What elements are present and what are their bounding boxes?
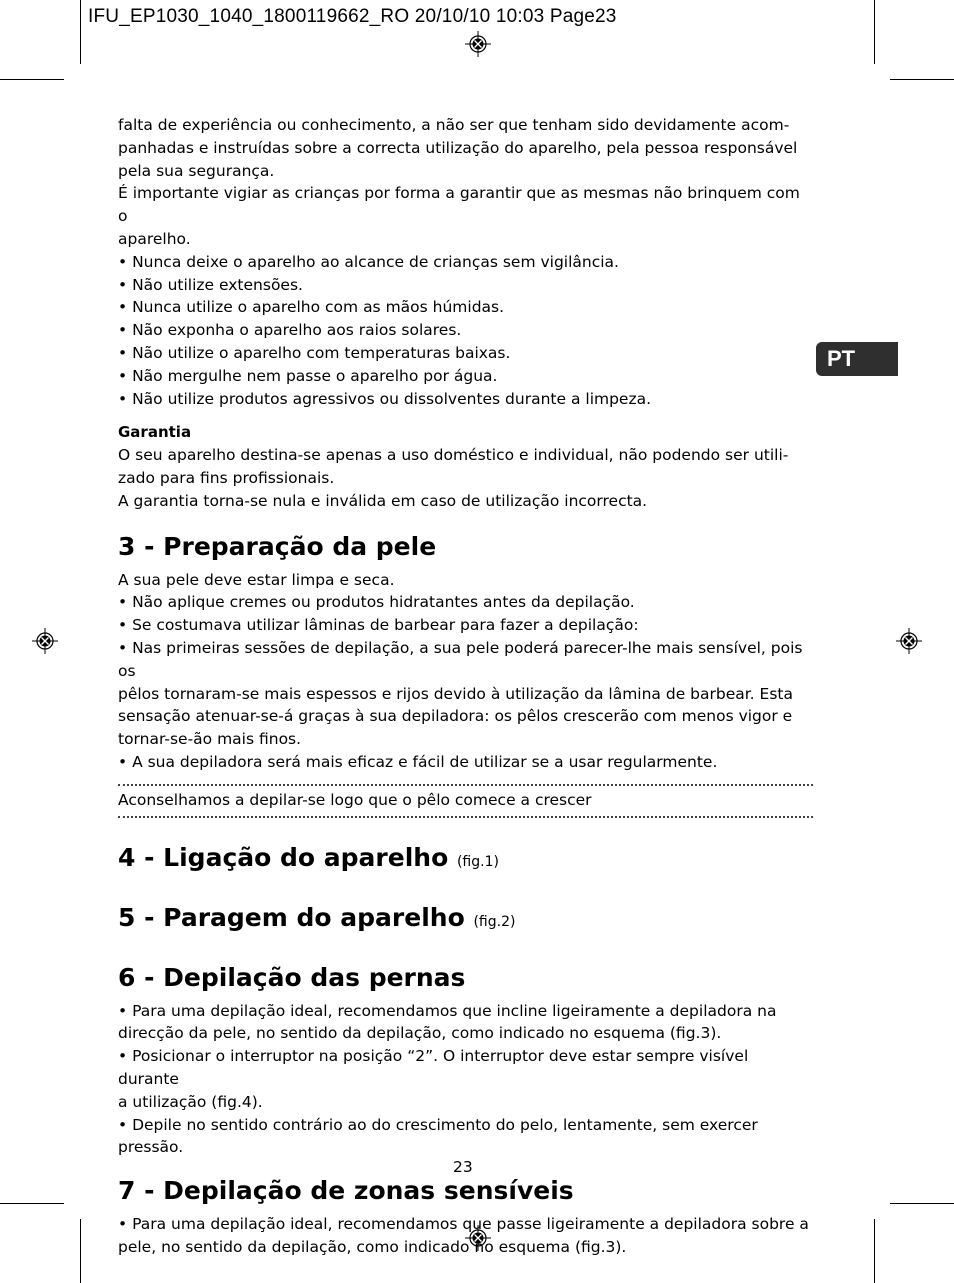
list-item: • A sua depiladora será mais eficaz e fácil de utilizar se a usar regularmente. (118, 752, 718, 771)
warranty-title: Garantia (118, 423, 192, 442)
section-title: 5 - Paragem do aparelho (118, 902, 465, 932)
section-heading: 7 - Depilação de zonas sensíveis (118, 1176, 574, 1206)
body-text: pêlos tornaram-se mais espessos e rijos devido à utilização da lâmina de barbear. Esta (118, 684, 793, 703)
list-item: • Se costumava utilizar lâminas de barbear para fazer a depilação: (118, 616, 639, 635)
page-content (118, 114, 813, 1259)
body-text: a utilização (fig.4). (118, 1092, 263, 1111)
body-text: pela sua segurança. (118, 161, 275, 180)
list-item: • Para uma depilação ideal, recomendamos que passe ligeiramente a depiladora sobre a (118, 1215, 809, 1234)
registration-mark-icon (32, 628, 58, 654)
body-text: falta de experiência ou conhecimento, a não ser que tenham sido devidamente acom- (118, 116, 790, 134)
body-text: tornar-se-ão mais finos. (118, 730, 302, 749)
list-item: • Não utilize produtos agressivos ou dissolventes durante a limpeza. (118, 389, 652, 408)
body-text: direcção da pele, no sentido da depilação, como indicado no esquema (fig.3). (118, 1024, 722, 1043)
registration-mark-icon (896, 628, 922, 654)
body-text: zado para fins profissionais. (118, 468, 335, 487)
figure-reference: (fig.1) (456, 853, 499, 870)
body-text: O seu aparelho destina-se apenas a uso doméstico e individual, não podendo ser utili- (118, 446, 789, 465)
list-item: • Nunca deixe o aparelho ao alcance de crianças sem vigilância. (118, 252, 619, 271)
section-title: 4 - Ligação do aparelho (118, 842, 449, 872)
crop-mark (0, 79, 64, 80)
section-heading (118, 842, 813, 878)
body-text: panhadas e instruídas sobre a correcta utilização do aparelho, pela pessoa responsável (118, 138, 798, 157)
section-heading (118, 902, 813, 938)
tip-text: Aconselhamos a depilar-se logo que o pêlo comece a crescer (118, 790, 592, 809)
crop-mark (890, 1203, 954, 1204)
body-text: aparelho. (118, 229, 191, 248)
crop-mark (874, 1219, 875, 1283)
figure-reference: (fig.2) (473, 913, 516, 930)
crop-mark (80, 1219, 81, 1283)
crop-mark (0, 1203, 64, 1204)
crop-mark (890, 79, 954, 80)
language-tab: PT (816, 342, 898, 376)
section-heading: 6 - Depilação das pernas (118, 962, 466, 992)
body-text: A garantia torna-se nula e inválida em caso de utilização incorrecta. (118, 491, 648, 510)
registration-mark-icon (465, 31, 491, 57)
list-item: • Não aplique cremes ou produtos hidratantes antes da depilação. (118, 593, 635, 612)
body-text: A sua pele deve estar limpa e seca. (118, 570, 395, 589)
tip-box (118, 784, 813, 818)
crop-mark (80, 0, 81, 64)
list-item: • Não utilize o aparelho com temperaturas baixas. (118, 343, 511, 362)
print-slug: IFU_EP1030_1040_1800119662_RO 20/10/10 10:03 Page23 (88, 6, 617, 27)
list-item: • Não utilize extensões. (118, 275, 303, 294)
crop-mark (874, 0, 875, 64)
list-item: • Nas primeiras sessões de depilação, a sua pele poderá parecer-lhe mais sensível, pois os (118, 638, 803, 680)
section-heading: 3 - Preparação da pele (118, 531, 437, 561)
list-item: • Não exponha o aparelho aos raios solares. (118, 321, 462, 340)
page-number: 23 (453, 1158, 473, 1176)
list-item: • Para uma depilação ideal, recomendamos que incline ligeiramente a depiladora na (118, 1001, 777, 1020)
body-text: pele, no sentido da depilação, como indicado no esquema (fig.3). (118, 1237, 627, 1256)
list-item: • Não mergulhe nem passe o aparelho por água. (118, 366, 498, 385)
list-item: • Depile no sentido contrário ao do crescimento do pelo, lentamente, sem exercer pressão. (118, 1115, 758, 1157)
list-item: • Nunca utilize o aparelho com as mãos húmidas. (118, 298, 505, 317)
body-text: É importante vigiar as crianças por forma a garantir que as mesmas não brinquem com o (118, 184, 800, 226)
list-item: • Posicionar o interruptor na posição “2”. O interruptor deve estar sempre visível durante (118, 1047, 749, 1088)
body-text: sensação atenuar-se-á graças à sua depiladora: os pêlos crescerão com menos vigor e (118, 707, 793, 726)
